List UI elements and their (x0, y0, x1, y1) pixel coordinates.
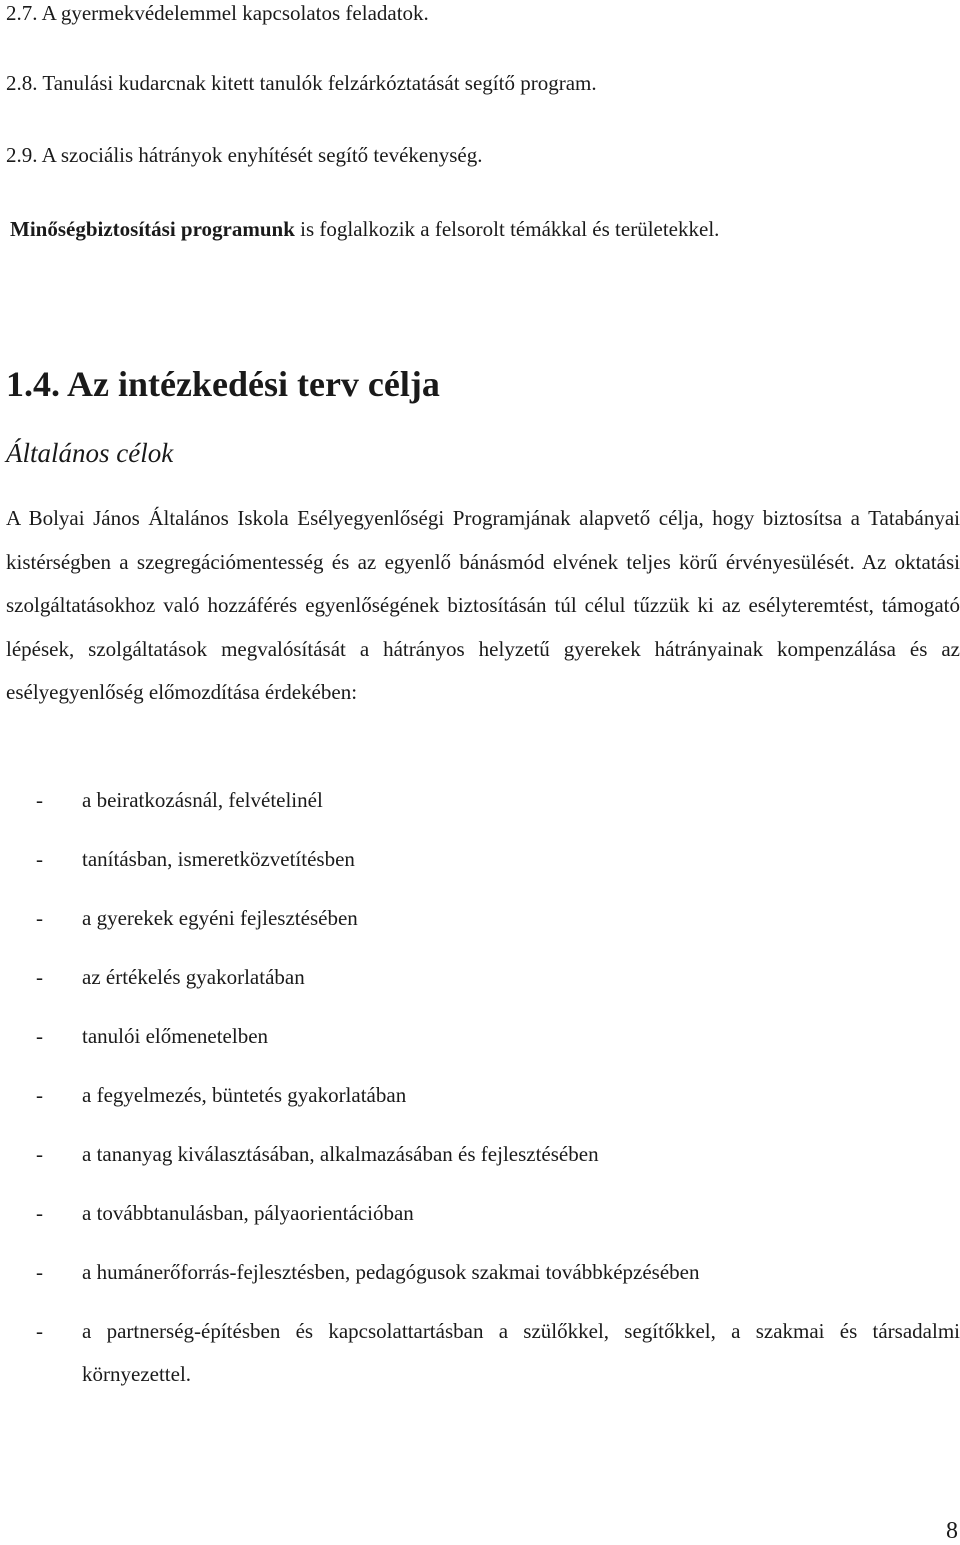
list-dash: - (36, 1142, 43, 1166)
list-item-text: tanításban, ismeretközvetítésben (82, 847, 355, 871)
list-item (36, 1310, 960, 1396)
list-dash: - (36, 1260, 43, 1284)
goal-list (36, 786, 960, 1434)
list-item-text: tanulói előmenetelben (82, 1024, 269, 1048)
list-item (36, 845, 960, 873)
list-dash: - (36, 906, 43, 930)
section-heading: 1.4. Az intézkedési terv célja (6, 364, 440, 404)
body-paragraph: A Bolyai János Általános Iskola Esélyegyenlőségi Programjának alapvető célja, hogy biztosítsa a Tatabányai kistérségben a szegregációmentesség és az egyenlő bánásmód elvének teljes körű érvényesülését. Az oktatási szolgáltatásokhoz való hozzáférés egyenlőségének biztosításán túl célul tűzzük ki az esélyteremtést, támogató lépések, szolgáltatások megvalósítását a hátrányos helyzetű gyerekek hátrányainak kompenzálása és az esélyegyenlőség előmozdítása érdekében: (6, 506, 960, 705)
list-item-text: a partnerség-építésben és kapcsolattartásban a szülőkkel, segítőkkel, a szakmai és társadalmi környezettel. (82, 1319, 960, 1386)
page-number: 8 (946, 1518, 958, 1544)
list-dash: - (36, 1083, 43, 1107)
list-dash: - (36, 1024, 43, 1048)
quality-note-bold: Minőségbiztosítási programunk (10, 217, 295, 241)
list-dash: - (36, 1201, 43, 1225)
list-item-text: a továbbtanulásban, pályaorientációban (82, 1201, 414, 1225)
list-item-text: a beiratkozásnál, felvételinél (82, 788, 323, 812)
top-item-2-9: 2.9. A szociális hátrányok enyhítését segítő tevékenység. (6, 143, 483, 167)
list-item (36, 1081, 960, 1109)
list-item-text: a humánerőforrás-fejlesztésben, pedagógusok szakmai továbbképzésében (82, 1260, 700, 1284)
list-item-text: az értékelés gyakorlatában (82, 965, 305, 989)
quality-note (10, 215, 719, 243)
top-item-2-7: 2.7. A gyermekvédelemmel kapcsolatos feladatok. (6, 1, 429, 25)
list-item (36, 904, 960, 932)
list-item-text: a gyerekek egyéni fejlesztésében (82, 906, 358, 930)
list-dash: - (36, 1319, 43, 1343)
quality-note-rest: is foglalkozik a felsorolt témákkal és területekkel. (294, 217, 720, 241)
list-item-text: a fegyelmezés, büntetés gyakorlatában (82, 1083, 407, 1107)
list-item (36, 1258, 960, 1286)
list-dash: - (36, 788, 43, 812)
list-dash: - (36, 847, 43, 871)
top-item-2-8: 2.8. Tanulási kudarcnak kitett tanulók felzárkóztatását segítő program. (6, 71, 597, 95)
list-item (36, 1140, 960, 1168)
list-dash: - (36, 965, 43, 989)
subheading: Általános célok (6, 438, 174, 468)
list-item-text: a tananyag kiválasztásában, alkalmazásában és fejlesztésében (82, 1142, 599, 1166)
list-item (36, 786, 960, 814)
list-item (36, 963, 960, 991)
list-item (36, 1022, 960, 1050)
list-item (36, 1199, 960, 1227)
